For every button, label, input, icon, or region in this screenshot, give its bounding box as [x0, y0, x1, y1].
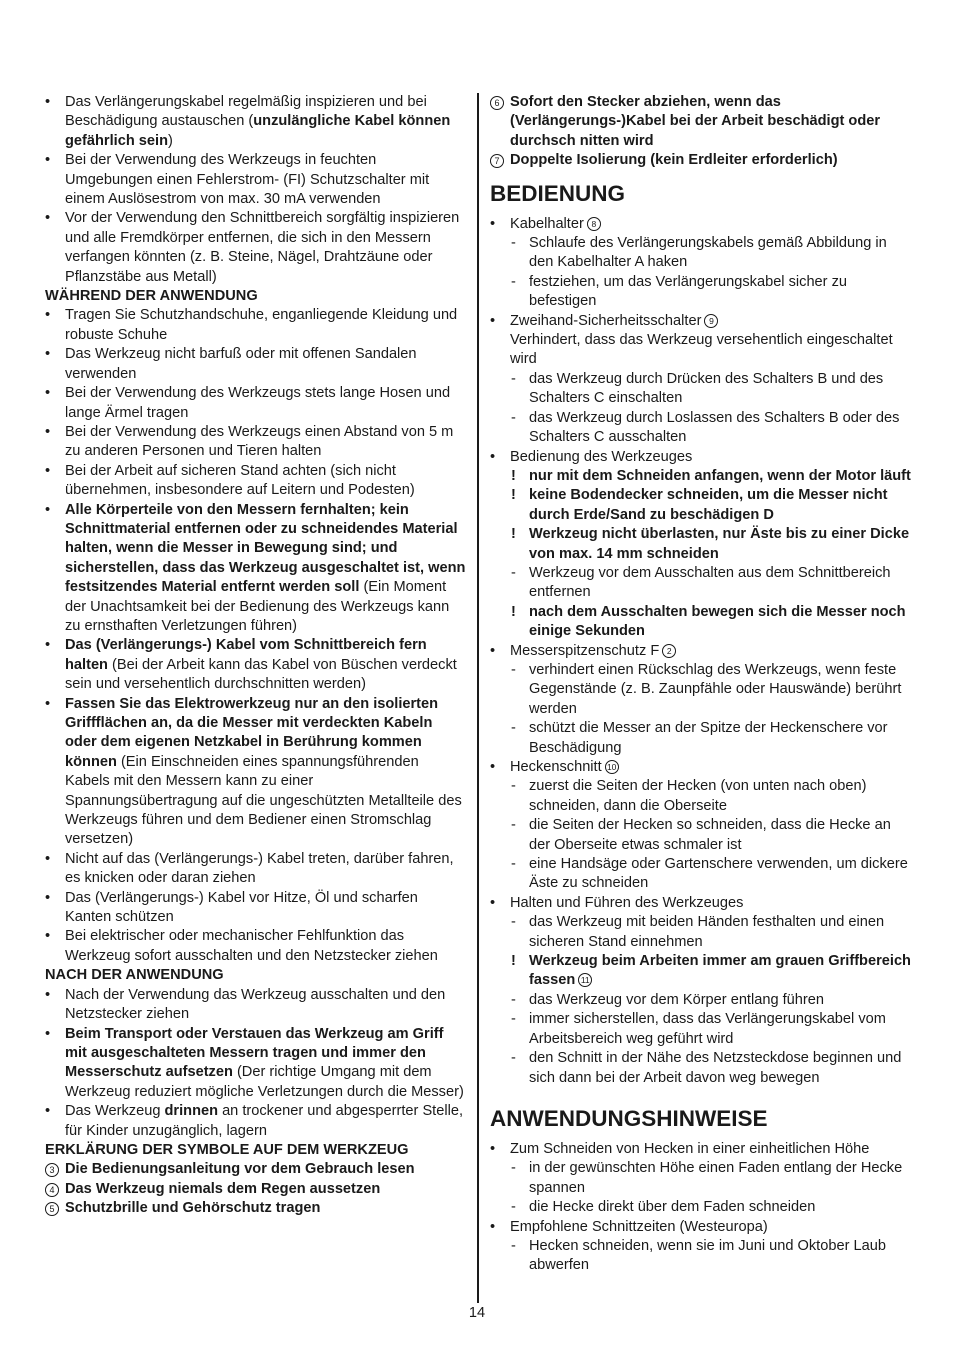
- list-item: • Beim Transport oder Verstauen das Werkzeug am Griff mit ausgeschalteten Messern tragen und immer den Messerschutz aufsetzen (Der richtige Umgang mit dem Werkzeug reduziert mögliche Verletzungen durch die Messer): [45, 1025, 467, 1103]
- section-title-bedienung: BEDIENUNG: [490, 180, 626, 206]
- warning-item: ! nach dem Ausschalten bewegen sich die Messer noch einige Sekunden: [490, 603, 914, 642]
- list-item: • Tragen Sie Schutzhandschuhe, enganliegende Kleidung und robuste Schuhe: [45, 306, 467, 345]
- section-title-anwendungshinweise: ANWENDUNGSHINWEISE: [490, 1105, 768, 1131]
- sub-item: - das Werkzeug durch Drücken des Schalters B und des Schalters C einschalten: [490, 370, 914, 409]
- section-heading-symbols: ERKLÄRUNG DER SYMBOLE AUF DEM WERKZEUG: [45, 1141, 409, 1158]
- list-item: • Bedienung des Werkzeuges: [490, 448, 914, 467]
- sub-item: - Werkzeug vor dem Ausschalten aus dem Schnittbereich entfernen: [490, 564, 914, 603]
- sub-item: - zuerst die Seiten der Hecken (von unten nach oben) schneiden, dann die Oberseite: [490, 777, 914, 816]
- circled-number-icon: 9: [704, 314, 718, 328]
- sub-item: - die Hecke direkt über dem Faden schneiden: [490, 1198, 914, 1217]
- sub-item: - den Schnitt in der Nähe des Netzsteckdose beginnen und sich dann bei der Arbeit davon weg bewegen: [490, 1049, 914, 1088]
- list-item: • Bei der Arbeit auf sicheren Stand achten (sich nicht übernehmen, insbesondere auf Leitern und Podesten): [45, 462, 467, 501]
- list-item: • Nicht auf das (Verlängerungs-) Kabel treten, darüber fahren, es knicken oder daran ziehen: [45, 850, 467, 889]
- sub-item: - festziehen, um das Verlängerungskabel sicher zu befestigen: [490, 273, 914, 312]
- section-heading-during-use: WÄHREND DER ANWENDUNG: [45, 288, 258, 305]
- sub-item: - in der gewünschten Höhe einen Faden entlang der Hecke spannen: [490, 1159, 914, 1198]
- list-item: • Bei elektrischer oder mechanischer Fehlfunktion das Werkzeug sofort ausschalten und den Netzstecker ziehen: [45, 927, 467, 966]
- circled-number-icon: 11: [578, 973, 592, 987]
- warning-item: ! keine Bodendecker schneiden, um die Messer nicht durch Erde/Sand zu beschädigen D: [490, 486, 914, 525]
- list-item: • Zweihand-Sicherheitsschalter 9 Verhindert, dass das Werkzeug versehentlich eingeschaltet wird: [490, 312, 914, 370]
- symbol-item: 4 Das Werkzeug niemals dem Regen aussetzen: [45, 1180, 467, 1199]
- list-item: • Heckenschnitt 10: [490, 758, 914, 777]
- symbol-item: 7 Doppelte Isolierung (kein Erdleiter erforderlich): [490, 151, 914, 170]
- left-column: [45, 93, 467, 1219]
- list-item: • Bei der Verwendung des Werkzeugs in feuchten Umgebungen einen Fehlerstrom- (FI) Schutzschalter mit einem Auslösestrom von max. 30 mA verwenden: [45, 151, 467, 209]
- list-item: • Messerspitzenschutz F 2: [490, 642, 914, 661]
- circled-number-icon: 4: [45, 1183, 59, 1197]
- list-item: • Empfohlene Schnittzeiten (Westeuropa): [490, 1218, 914, 1237]
- circled-number-icon: 3: [45, 1163, 59, 1177]
- list-item: • Das (Verlängerungs-) Kabel vom Schnittbereich fern halten (Bei der Arbeit kann das Kabel von Büschen verdeckt sein und versehentlich durchschnitten werden): [45, 636, 467, 694]
- symbol-item: 6 Sofort den Stecker abziehen, wenn das (Verlängerungs-)Kabel bei der Arbeit beschädigt oder durchsch nitten wird: [490, 93, 914, 151]
- right-column: [490, 93, 914, 1276]
- sub-item: - schützt die Messer an der Spitze der Heckenschere vor Beschädigung: [490, 719, 914, 758]
- warning-item: ! Werkzeug beim Arbeiten immer am grauen Griffbereich fassen 11: [490, 952, 914, 991]
- sub-item: - Hecken schneiden, wenn sie im Juni und Oktober Laub abwerfen: [490, 1237, 914, 1276]
- circled-number-icon: 6: [490, 96, 504, 110]
- list-item: • Das Verlängerungskabel regelmäßig inspizieren und bei Beschädigung austauschen (unzulängliche Kabel können gefährlich sein): [45, 93, 467, 151]
- circled-number-icon: 8: [587, 217, 601, 231]
- symbol-item: 5 Schutzbrille und Gehörschutz tragen: [45, 1199, 467, 1218]
- symbol-item: 3 Die Bedienungsanleitung vor dem Gebrauch lesen: [45, 1160, 467, 1179]
- sub-item: - Schlaufe des Verlängerungskabels gemäß Abbildung in den Kabelhalter A haken: [490, 234, 914, 273]
- sub-item: - eine Handsäge oder Gartenschere verwenden, um dickere Äste zu schneiden: [490, 855, 914, 894]
- warning-item: ! nur mit dem Schneiden anfangen, wenn der Motor läuft: [490, 467, 914, 486]
- circled-number-icon: 7: [490, 154, 504, 168]
- sub-item: - die Seiten der Hecken so schneiden, dass die Hecke an der Oberseite etwas schmaler ist: [490, 816, 914, 855]
- list-item: • Bei der Verwendung des Werkzeugs stets lange Hosen und lange Ärmel tragen: [45, 384, 467, 423]
- circled-number-icon: 10: [605, 760, 619, 774]
- list-item: • Bei der Verwendung des Werkzeugs einen Abstand von 5 m zu anderen Personen und Tieren halten: [45, 423, 467, 462]
- sub-item: - immer sicherstellen, dass das Verlängerungskabel vom Arbeitsbereich weg geführt wird: [490, 1010, 914, 1049]
- list-item: • Kabelhalter 8: [490, 215, 914, 234]
- list-item: • Halten und Führen des Werkzeuges: [490, 894, 914, 913]
- circled-number-icon: 2: [662, 644, 676, 658]
- list-item: • Alle Körperteile von den Messern fernhalten; kein Schnittmaterial entfernen oder zu schneidendes Material halten, wenn die Messer in Bewegung sind; und sicherstellen, dass das Werkzeug ausgeschaltet ist, wenn festsitzendes Material entfernt werden soll (Ein Moment der Unachtsamkeit bei der Bedienung des Werkzeugs kann zu ernsthaften Verletzungen führen): [45, 501, 467, 637]
- list-item: • Fassen Sie das Elektrowerkzeug nur an den isolierten Griffflächen an, da die Messer mit verdeckten Kabeln oder dem eigenen Netzkabel in Berührung kommen können (Ein Einschneiden eines spannungsführenden Kabels mit den Messern kann zu einer Spannungsübertragung auf die ungeschützten Metallteile des Werkzeugs führen und dem Bediener einen Stromschlag versetzen): [45, 695, 467, 850]
- column-divider: [477, 93, 479, 1303]
- list-item: • Zum Schneiden von Hecken in einer einheitlichen Höhe: [490, 1140, 914, 1159]
- sub-item: - das Werkzeug vor dem Körper entlang führen: [490, 991, 914, 1010]
- page-number: 14: [468, 1305, 486, 1321]
- warning-item: ! Werkzeug nicht überlasten, nur Äste bis zu einer Dicke von max. 14 mm schneiden: [490, 525, 914, 564]
- section-heading-after-use: NACH DER ANWENDUNG: [45, 967, 224, 984]
- circled-number-icon: 5: [45, 1202, 59, 1216]
- list-item: • Vor der Verwendung den Schnittbereich sorgfältig inspizieren und alle Fremdkörper entfernen, die sich in den Messern verfangen könnten (z. B. Steine, Nägel, Drahtzäune oder Pflanzstäbe aus Metall): [45, 209, 467, 287]
- list-item: • Nach der Verwendung das Werkzeug ausschalten und den Netzstecker ziehen: [45, 986, 467, 1025]
- list-item: • Das Werkzeug nicht barfuß oder mit offenen Sandalen verwenden: [45, 345, 467, 384]
- list-item: • Das Werkzeug drinnen an trockener und abgesperrter Stelle, für Kinder unzugänglich, lagern: [45, 1102, 467, 1141]
- list-item: • Das (Verlängerungs-) Kabel vor Hitze, Öl und scharfen Kanten schützen: [45, 889, 467, 928]
- sub-item: - das Werkzeug durch Loslassen des Schalters B oder des Schalters C ausschalten: [490, 409, 914, 448]
- sub-item: - verhindert einen Rückschlag des Werkzeugs, wenn feste Gegenstände (z. B. Zaunpfähle oder Hauswände) berührt werden: [490, 661, 914, 719]
- sub-item: - das Werkzeug mit beiden Händen festhalten und einen sicheren Stand einnehmen: [490, 913, 914, 952]
